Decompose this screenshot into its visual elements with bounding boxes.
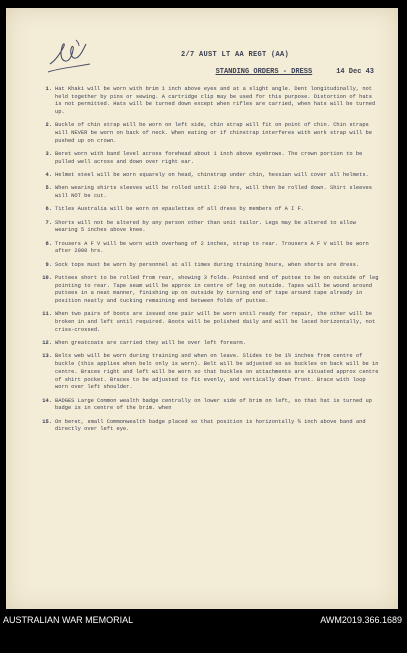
order-item bbox=[30, 311, 380, 334]
order-item bbox=[30, 151, 380, 166]
order-text: When two pairs of boots are issued one pair will be worn until ready for repair, the other will be broken in and left until required. Boots will be polished daily and will be laced horizontally, not criss-crossed. bbox=[55, 311, 376, 333]
order-number: 4. bbox=[45, 172, 52, 179]
order-number: 15. bbox=[42, 418, 52, 425]
order-item bbox=[30, 86, 380, 117]
order-item bbox=[30, 220, 380, 235]
document-sheet bbox=[6, 8, 398, 609]
order-number: 2. bbox=[45, 122, 52, 129]
document-body bbox=[30, 51, 380, 440]
order-text: Belts web will be worn during training and when on leave. Slides to be 1½ inches from centre of buckle (this applies when belt only is worn). Belt will be adjusted so as buckles on back will be in centre. Braces right and left will be worn so that buckles on attachments are situated approx centre of shirt pocket. Braces to be adjusted to fit evenly, and vertically down front. Brace with loop worn over left shoulder. bbox=[55, 353, 379, 391]
order-text: On beret, small Commonwealth badge placed so that position is horizontally ¾ inch above band and directly over left eye. bbox=[55, 418, 366, 433]
order-item bbox=[30, 262, 380, 270]
order-number: 14. bbox=[42, 397, 52, 404]
order-number: 10. bbox=[42, 275, 52, 281]
order-text: Shorts will not be altered by any person other than unit tailor. Legs may be altered to allow wearing 5 inches above knee. bbox=[55, 219, 356, 234]
order-number: 12. bbox=[42, 340, 52, 347]
order-number: 1. bbox=[45, 86, 52, 92]
footer-institution: AUSTRALIAN WAR MEMORIAL bbox=[3, 615, 134, 625]
order-item bbox=[30, 206, 380, 214]
order-text: Buckle of chin strap will be worn on left side, chin strap will fit on point of chin. Chin straps will NEVER be worn on back of neck. When eating or if chinstrap interferes with work strap will be pushed up on crown. bbox=[55, 122, 373, 144]
order-text: BADGES Large Common wealth badge centrally on lower side of brim on left, so that hat is turned up badge is in centre of the brim. when bbox=[55, 397, 373, 412]
document-subheader bbox=[30, 68, 374, 76]
order-item bbox=[30, 419, 380, 434]
order-number: 3. bbox=[45, 151, 52, 158]
orders-list bbox=[30, 86, 380, 434]
subject-heading: STANDING ORDERS - DRESS bbox=[215, 68, 313, 76]
order-text: When wearing shirts sleeves will be rolled until 2:00 hrs, will then be rolled down. Shirt sleeves will NOT be cut. bbox=[55, 185, 373, 200]
order-text: Puttees short to be rolled from rear, showing 3 folds. Pointed end of puttee to be on outside of leg pointing to rear. Tape seam will be approx in centre of leg on outside. Tapes will be wound around puttees in a neat manner, finishing up on outside by turning end of tape around tape already in position neatly and tucking remaining end between folds of puttee. bbox=[55, 275, 379, 305]
order-item bbox=[30, 122, 380, 145]
order-number: 8. bbox=[45, 240, 52, 247]
order-item bbox=[30, 340, 380, 348]
order-number: 5. bbox=[45, 185, 52, 192]
order-item bbox=[30, 398, 380, 413]
order-text: Trousers A F V will be worn with overhang of 2 inches, strap to rear. Trousers A F V will be worn after 2000 hrs. bbox=[55, 240, 369, 255]
order-number: 7. bbox=[45, 219, 52, 226]
order-text: Helmet steel will be worn squarely on head, chinstrap under chin, hessian will cover all helmets. bbox=[55, 172, 369, 179]
order-text: Hat Khaki will be worn with brim 1 inch above eyes and at a slight angle. Dent longitudinally, not held together by pins or sewing. A cartridge clip may be used for this purpose. Distortion of hats is not permitted. Hats will be turned down except when rifles are carried, when hats will be turned up. bbox=[55, 86, 376, 116]
order-text: Titles Australia will be worn on epaulettes of all dress by members of A I F. bbox=[55, 206, 305, 213]
order-item bbox=[30, 241, 380, 256]
order-number: 6. bbox=[45, 206, 52, 213]
order-item bbox=[30, 172, 380, 180]
order-text: Beret worn with band level across forehead about 1 inch above eyebrows. The crown portion to be pulled well across and down over right ear. bbox=[55, 151, 363, 165]
order-item bbox=[30, 185, 380, 200]
order-number: 11. bbox=[42, 311, 52, 318]
order-text: When greatcoats are carried they will be over left forearm. bbox=[55, 340, 246, 347]
order-text: Sock tops must be worn by personnel at all times during training hours, when shorts are dress. bbox=[55, 261, 360, 268]
order-item bbox=[30, 353, 380, 392]
unit-heading: 2/7 AUST LT AA REGT (AA) bbox=[180, 51, 290, 59]
order-number: 9. bbox=[45, 261, 52, 268]
document-date: 14 Dec 43 bbox=[336, 68, 374, 76]
footer-accession-number: AWM2019.366.1689 bbox=[320, 615, 402, 625]
order-number: 13. bbox=[42, 353, 52, 360]
order-item bbox=[30, 275, 380, 306]
